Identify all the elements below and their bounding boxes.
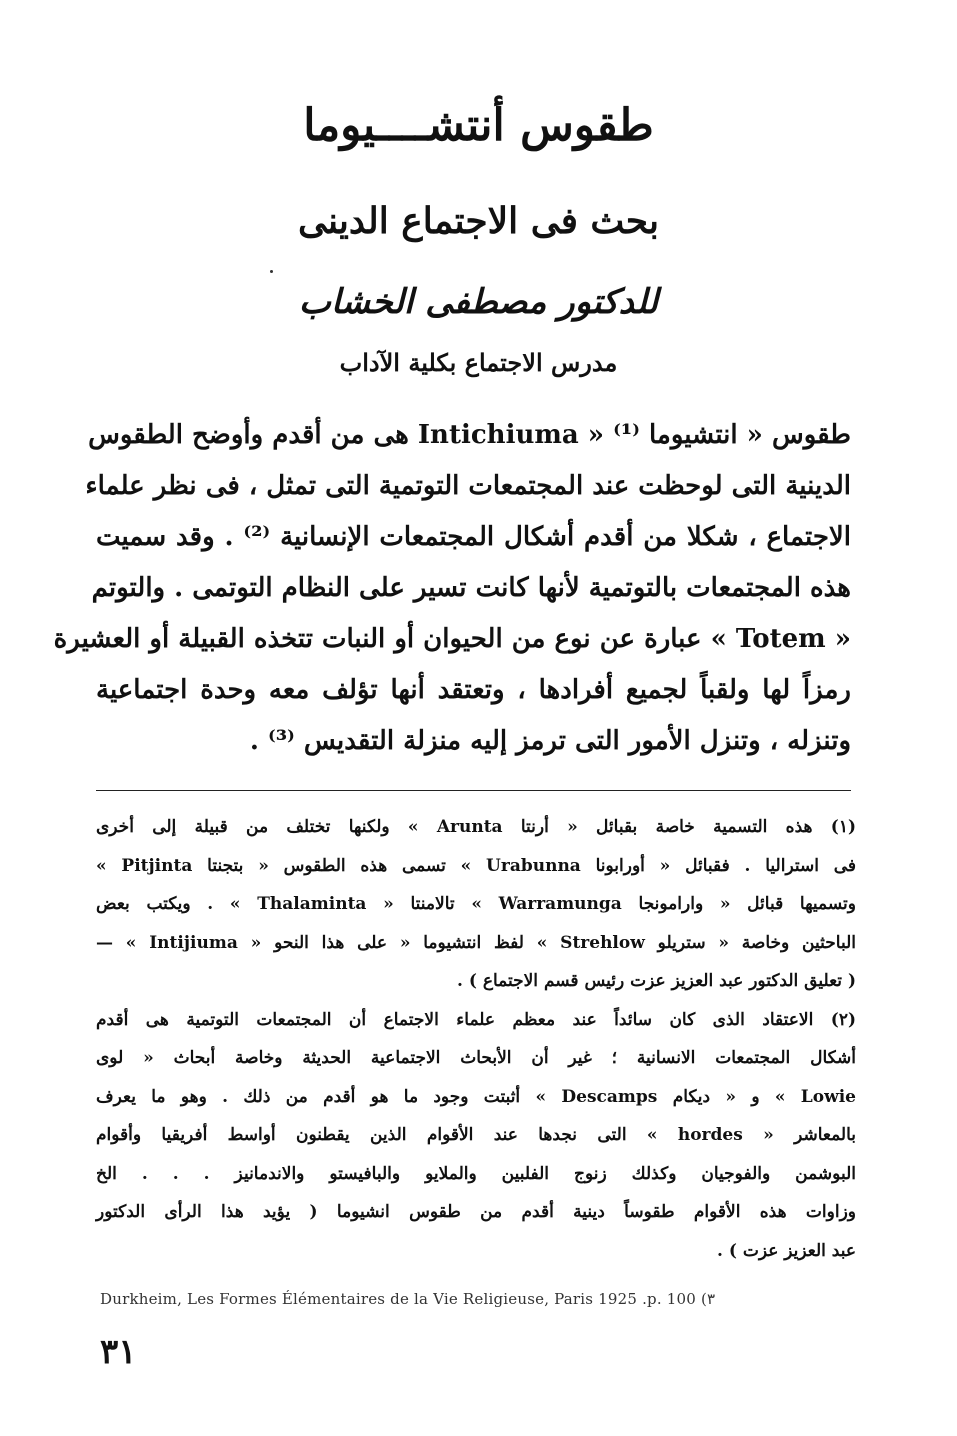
footnote-line: (١) هذه التسمية خاصة بقبائل « أرنتا Arunta » ولكنها تختلف من قبيلة إلى أخرى xyxy=(96,817,856,837)
article-subtitle: بحث فى الاجتماع الدينى xyxy=(297,200,660,242)
footnote-line: بالمعاشر « hordes » التى نجدها عند الأقوام الذين يقطنون أواسط أفريقيا وأقوام xyxy=(96,1125,856,1145)
footnote-line: البوشمن والفوجيان وكذلك زنوج الفلبين والملايو والبافيستو والاندمانيز . . . الخ xyxy=(96,1163,856,1184)
body-line: الدينية التى لوحظت عند المجتمعات التوتمية التى تمثل ، فى نظر علماء xyxy=(85,471,851,501)
ink-speck xyxy=(270,270,273,273)
author-name: للدكتور مصطفى الخشاب xyxy=(298,282,659,322)
footnote-line: ( تعليق الدكتور عبد العزيز عزت رئيس قسم الاجتماع ) . xyxy=(457,971,856,991)
footnote-line: Lowie » و « ديكام Descamps » أثبتت وجود ما هو أقدم من ذلك . وهو ما يعرف xyxy=(96,1086,856,1107)
footnote-separator xyxy=(96,790,851,791)
body-paragraph xyxy=(53,410,851,767)
footnote-line: (٢) الاعتقاد الذى كان سائداً عند معظم علماء الاجتماع أن المجتمعات التوتمية هى أقدم xyxy=(96,1009,856,1030)
article-title: طقوس أنتشــــيوما xyxy=(303,100,654,151)
footnote-line: وتسميها قبائل « وارامونجا Warramunga » تالامنتا « Thalaminta » . ويكتب بعض xyxy=(96,894,856,914)
footnote-line: عبد العزيز عزت ) . xyxy=(717,1240,856,1261)
body-line: الاجتماع ، شكلا من أقدم أشكال المجتمعات الإنسانية ⁽²⁾ . وقد سميت xyxy=(96,522,851,552)
author-affiliation: مدرس الاجتماع بكلية الآداب xyxy=(339,348,618,377)
body-line: وتنزله ، وتنزل الأمور التى ترمز إليه منزلة التقديس ⁽³⁾ . xyxy=(249,726,851,756)
page-number: ٣١ xyxy=(100,1332,137,1372)
footnote-line: فى استراليا . فقبائل « أورابونا Urabunna » تسمى هذه الطقوس « بتجنتا Pitjinta » xyxy=(96,855,856,876)
reference-footnote: Durkheim, Les Formes Élémentaires de la Vie Religieuse, Paris 1925 .p. 100 (٣ xyxy=(100,1290,716,1308)
body-line: طقوس « انتشيوما Intichiuma » ⁽¹⁾ هى من أقدم وأوضح الطقوس xyxy=(88,420,851,450)
footnote-line: أشكال المجتمعات الانسانية ؛ غير أن الأبحاث الاجتماعية الحديثة وخاصة أبحاث « لوى xyxy=(96,1048,856,1068)
footnotes xyxy=(96,808,856,1270)
body-line: رمزاً لها ولقباً لجميع أفرادها ، وتعتقد أنها تؤلف معه وحدة اجتماعية xyxy=(96,675,851,705)
footnote-line: وزاوات هذه الأقوام طقوساً دينية أقدم من طقوس انشيوما ( يؤيد هذا الرأى الدكتور xyxy=(96,1202,856,1222)
footnote-line: الباحثين وخاصة « ستريلو Strehlow » لفظ انتشيوما « على هذا النحو « Intijiuma » — xyxy=(96,932,856,953)
body-line: هذه المجتمعات بالتوتمية لأنها كانت تسير على النظام التوتمى . والتوتم xyxy=(91,573,851,603)
body-line: « Totem » عبارة عن نوع من الحيوان أو النبات تتخذه القبيلة أو العشيرة xyxy=(53,624,851,654)
